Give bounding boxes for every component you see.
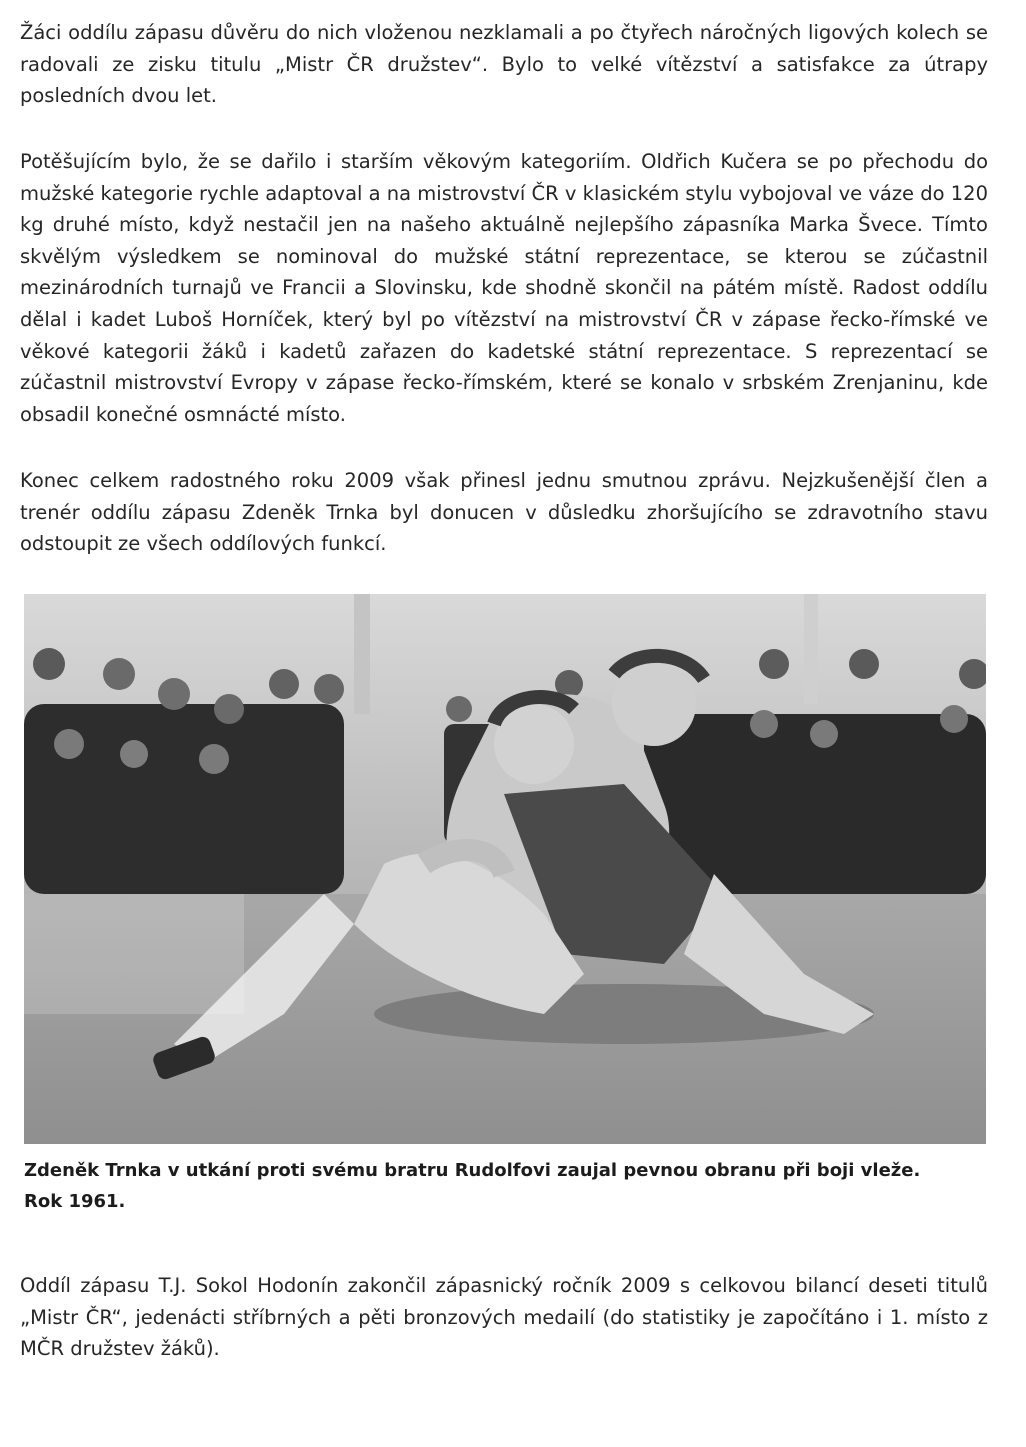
paragraph-older-categories: Potěšujícím bylo, že se dařilo i starším věkovým kategoriím. Oldřich Kučera se po přechodu do mužské kategorie rychle adaptoval a na mistrovství ČR v klasickém stylu vybojoval ve váze do 120 kg druhé místo, když nestačil jen na našeho aktuálně nejlepšího zápasníka Marka Švece. Tímto skvělým výsledkem se nominoval do mužské státní reprezentace, se kterou se zúčastnil mezinárodních turnajů ve Francii a Slovinsku, kde shodně skončil na pátém místě. Radost oddílu dělal i kadet Luboš Horníček, který byl po vítězství na mistrovství ČR v zápase řecko-římské ve věkové kategorii žáků i kadetů zařazen do kadetské státní reprezentace. S reprezentací se zúčastnil mistrovství Evropy v zápase řecko-římském, které se konalo v srbském Zrenjaninu, kde obsadil konečné osmnácté místo. <box>20 150 988 426</box>
wrestling-photo <box>24 594 986 1144</box>
photo-caption-line2: Rok 1961. <box>24 1191 126 1212</box>
paragraph-sad-news: Konec celkem radostného roku 2009 však přinesl jednu smutnou zprávu. Nejzkušenější člen a trenér oddílu zápasu Zdeněk Trnka byl donucen v důsledku zhoršujícího se zdravotního stavu odstoupit ze všech oddílových funkcí. <box>20 469 988 556</box>
paragraph-season-summary: Oddíl zápasu T.J. Sokol Hodonín zakončil zápasnický ročník 2009 s celkovou bilancí deseti titulů „Mistr ČR“, jedenácti stříbrných a pěti bronzových medailí (do statistiky je započítáno i 1. místo z MČR družstev žáků). <box>20 1274 988 1361</box>
paragraph-team-title: Žáci oddílu zápasu důvěru do nich vloženou nezklamali a po čtyřech náročných ligových kolech se radovali ze zisku titulu „Mistr ČR družstev“. Bylo to velké vítězství a satisfakce za útrapy posledních dvou let. <box>20 21 988 108</box>
photo-caption-line1: Zdeněk Trnka v utkání proti svému bratru Rudolfovi zaujal pevnou obranu při boji vleže. <box>24 1160 921 1181</box>
photo-caption <box>24 1155 984 1217</box>
